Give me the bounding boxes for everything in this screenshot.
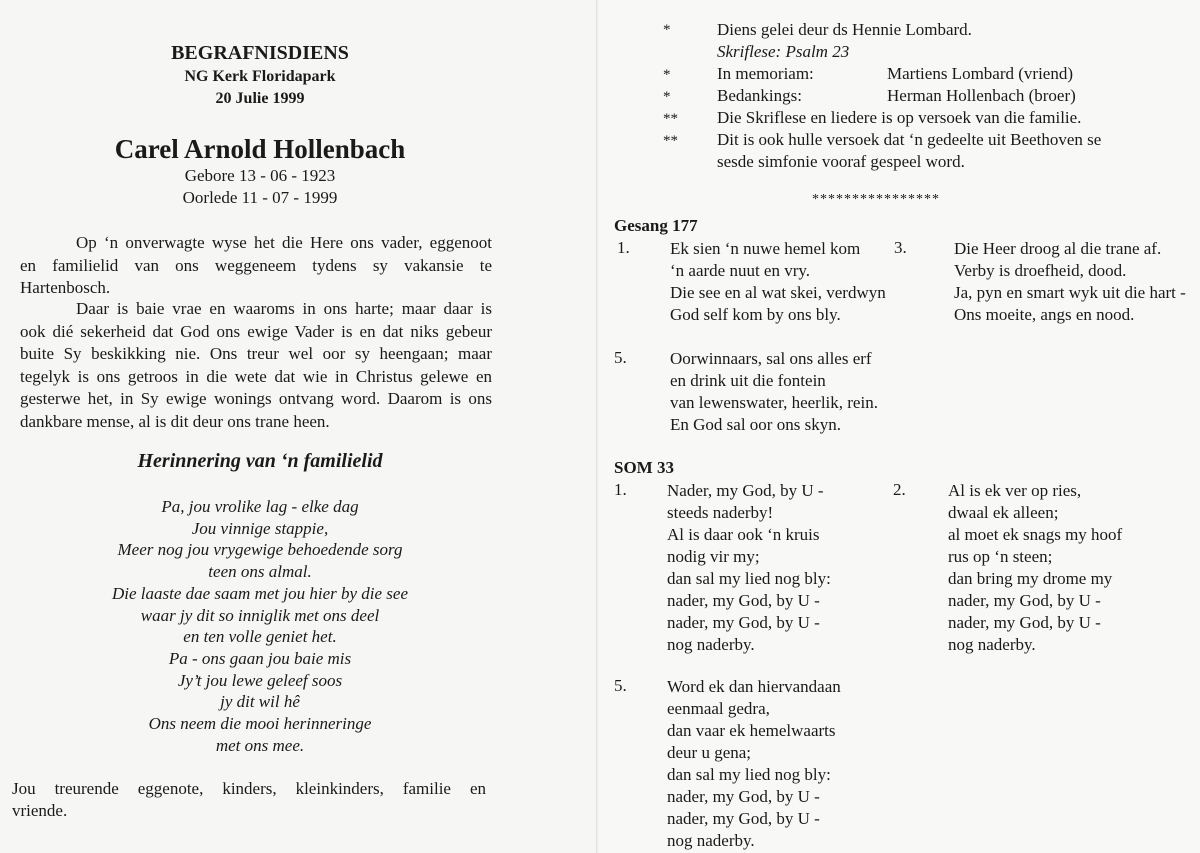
verse-number: 1. (617, 238, 630, 257)
tribute-paragraph-1 (20, 232, 492, 300)
verse-line: God self kom by ons bly. (670, 305, 841, 324)
text-line: Daar is baie vrae en waaroms in ons harte; maar daar is (76, 299, 492, 318)
text-line: vriende. (12, 801, 68, 820)
church-name: NG Kerk Floridapark (184, 68, 336, 85)
verse-line: Die Heer droog al die trane af. (954, 239, 1162, 258)
verse-line: Ons moeite, angs en nood. (954, 305, 1135, 324)
som-verse-1 (667, 480, 831, 656)
music-request-note: Dit is ook hulle versoek dat ‘n gedeelte uit Beethoven se (717, 130, 1102, 149)
verse-line: dan sal my lied nog bly: (667, 765, 831, 784)
poem-line: Pa, jou vrolike lag - elke dag (161, 497, 359, 516)
hymn-title: SOM 33 (614, 458, 674, 477)
verse-line: dwaal ek alleen; (948, 503, 1059, 522)
scripture-reading: Skriflese: Psalm 23 (717, 42, 850, 61)
section-divider: **************** (812, 192, 940, 207)
poem-line: Meer nog jou vrygewige behoedende sorg (117, 540, 403, 560)
text-line: buite Sy beskikking nie. Ons treur wel oor sy heengaan; maar (20, 344, 492, 363)
verse-line: Word ek dan hiervandaan (667, 677, 841, 696)
verse-line: nader, my God, by U - (667, 809, 820, 828)
birth-date: Gebore 13 - 06 - 1923 (184, 166, 336, 185)
poem-line: en ten volle geniet het. (183, 627, 337, 647)
verse-line: Oorwinnaars, sal ons alles erf (670, 349, 872, 368)
verse-line: deur u gena; (667, 743, 752, 762)
page-fold (596, 0, 599, 853)
family-request-note: Die Skriflese en liedere is op versoek van die familie. (717, 108, 1082, 127)
poem (60, 496, 460, 756)
verse-line: rus op ‘n steen; (948, 547, 1053, 566)
verse-number: 2. (893, 480, 906, 499)
text-line: tegelyk is ons getroos in die wete dat wie in Christus gelewe en (20, 366, 492, 386)
som-verse-2 (948, 480, 1122, 656)
verse-number: 5. (614, 676, 627, 695)
verse-line: eenmaal gedra, (667, 699, 770, 718)
verse-number: 5. (614, 348, 627, 367)
poem-line: teen ons almal. (208, 562, 312, 582)
verse-line: nog naderby. (948, 635, 1036, 654)
deceased-name: Carel Arnold Hollenbach (114, 134, 406, 164)
text-line: gesterwe het, in Sy ewige wonings ontvang word. Daarom is ons (20, 389, 492, 408)
verse-line: nader, my God, by U - (667, 613, 820, 632)
hymn-verse-5 (670, 348, 878, 436)
verse-line: dan vaar ek hemelwaarts (667, 721, 836, 740)
text-line: Hartenbosch. (20, 278, 111, 297)
verse-line: en drink uit die fontein (670, 371, 826, 390)
memoriam-value: Martiens Lombard (vriend) (887, 64, 1073, 83)
text-line: dankbare mense, al is dit deur ons trane heen. (20, 411, 330, 431)
text-line: en familielid van ons weggeneem tydens sy vakansie te (20, 255, 492, 275)
verse-line: nader, my God, by U - (667, 787, 820, 806)
verse-line: Nader, my God, by U - (667, 481, 824, 500)
poem-line: Jou vinnige stappie, (191, 518, 329, 538)
verse-number: 1. (614, 480, 627, 499)
poem-line: jy dit wil hê (220, 692, 300, 712)
verse-line: Ja, pyn en smart wyk uit die hart - (954, 283, 1186, 302)
verse-line: van lewenswater, heerlik, rein. (670, 393, 878, 412)
verse-line: dan sal my lied nog bly: (667, 569, 831, 588)
service-leader: Diens gelei deur ds Hennie Lombard. (717, 20, 972, 39)
verse-line: nog naderby. (667, 635, 755, 654)
verse-number: 3. (894, 238, 907, 257)
verse-line: dan bring my drome my (948, 569, 1113, 588)
tribute-paragraph-2 (20, 298, 492, 433)
bullet-star: ** (663, 111, 678, 127)
service-date: 20 Julie 1999 (215, 90, 305, 107)
verse-line: nog naderby. (667, 831, 755, 850)
hymn-verse-1 (670, 238, 886, 326)
thanks-label: Bedankings: (717, 86, 802, 105)
poem-line: met ons mee. (215, 735, 305, 755)
verse-line: nader, my God, by U - (948, 613, 1101, 632)
poem-line: Ons neem die mooi herinneringe (148, 714, 372, 734)
text-line: Op ‘n onverwagte wyse het die Here ons vader, eggenoot (76, 233, 492, 252)
hymn-title: Gesang 177 (614, 216, 698, 235)
som-verse-5 (667, 676, 841, 852)
verse-line: En God sal oor ons skyn. (670, 415, 841, 434)
verse-line: ‘n aarde nuut en vry. (670, 261, 811, 280)
poem-line: Pa - ons gaan jou baie mis (168, 648, 352, 668)
music-request-note-cont: sesde simfonie vooraf gespeel word. (717, 152, 965, 171)
verse-line: nader, my God, by U - (667, 591, 820, 610)
closing-note (12, 778, 486, 822)
verse-line: Al is daar ook ‘n kruis (667, 525, 820, 544)
text-line: ook dié sekerheid dat God ons ewige Vader is en dat niks gebeur (20, 321, 492, 341)
poem-line: Jy’t jou lewe geleef soos (177, 670, 343, 690)
verse-line: Die see en al wat skei, verdwyn (670, 283, 886, 302)
poem-line: Die laaste dae saam met jou hier by die see (111, 583, 408, 603)
verse-line: steeds naderby! (667, 503, 774, 522)
bullet-star: * (663, 67, 671, 83)
verse-line: al moet ek snags my hoof (948, 525, 1123, 544)
verse-line: Al is ek ver op ries, (948, 481, 1082, 500)
poem-line: waar jy dit so inniglik met ons deel (140, 605, 380, 625)
verse-line: nader, my God, by U - (948, 591, 1101, 610)
death-date: Oorlede 11 - 07 - 1999 (182, 188, 338, 207)
verse-line: Verby is droefheid, dood. (954, 261, 1127, 280)
verse-line: Ek sien ‘n nuwe hemel kom (670, 239, 861, 258)
verse-line: nodig vir my; (667, 547, 760, 566)
text-line: Jou treurende eggenote, kinders, kleinkinders, familie en (12, 779, 486, 798)
hymn-verse-3 (954, 238, 1186, 326)
service-title: BEGRAFNISDIENS (171, 42, 349, 64)
bullet-star: * (663, 22, 671, 38)
bullet-star: ** (663, 133, 678, 149)
poem-title: Herinnering van ‘n familielid (137, 450, 383, 472)
thanks-value: Herman Hollenbach (broer) (887, 86, 1076, 105)
memoriam-label: In memoriam: (717, 64, 814, 83)
bullet-star: * (663, 89, 671, 105)
